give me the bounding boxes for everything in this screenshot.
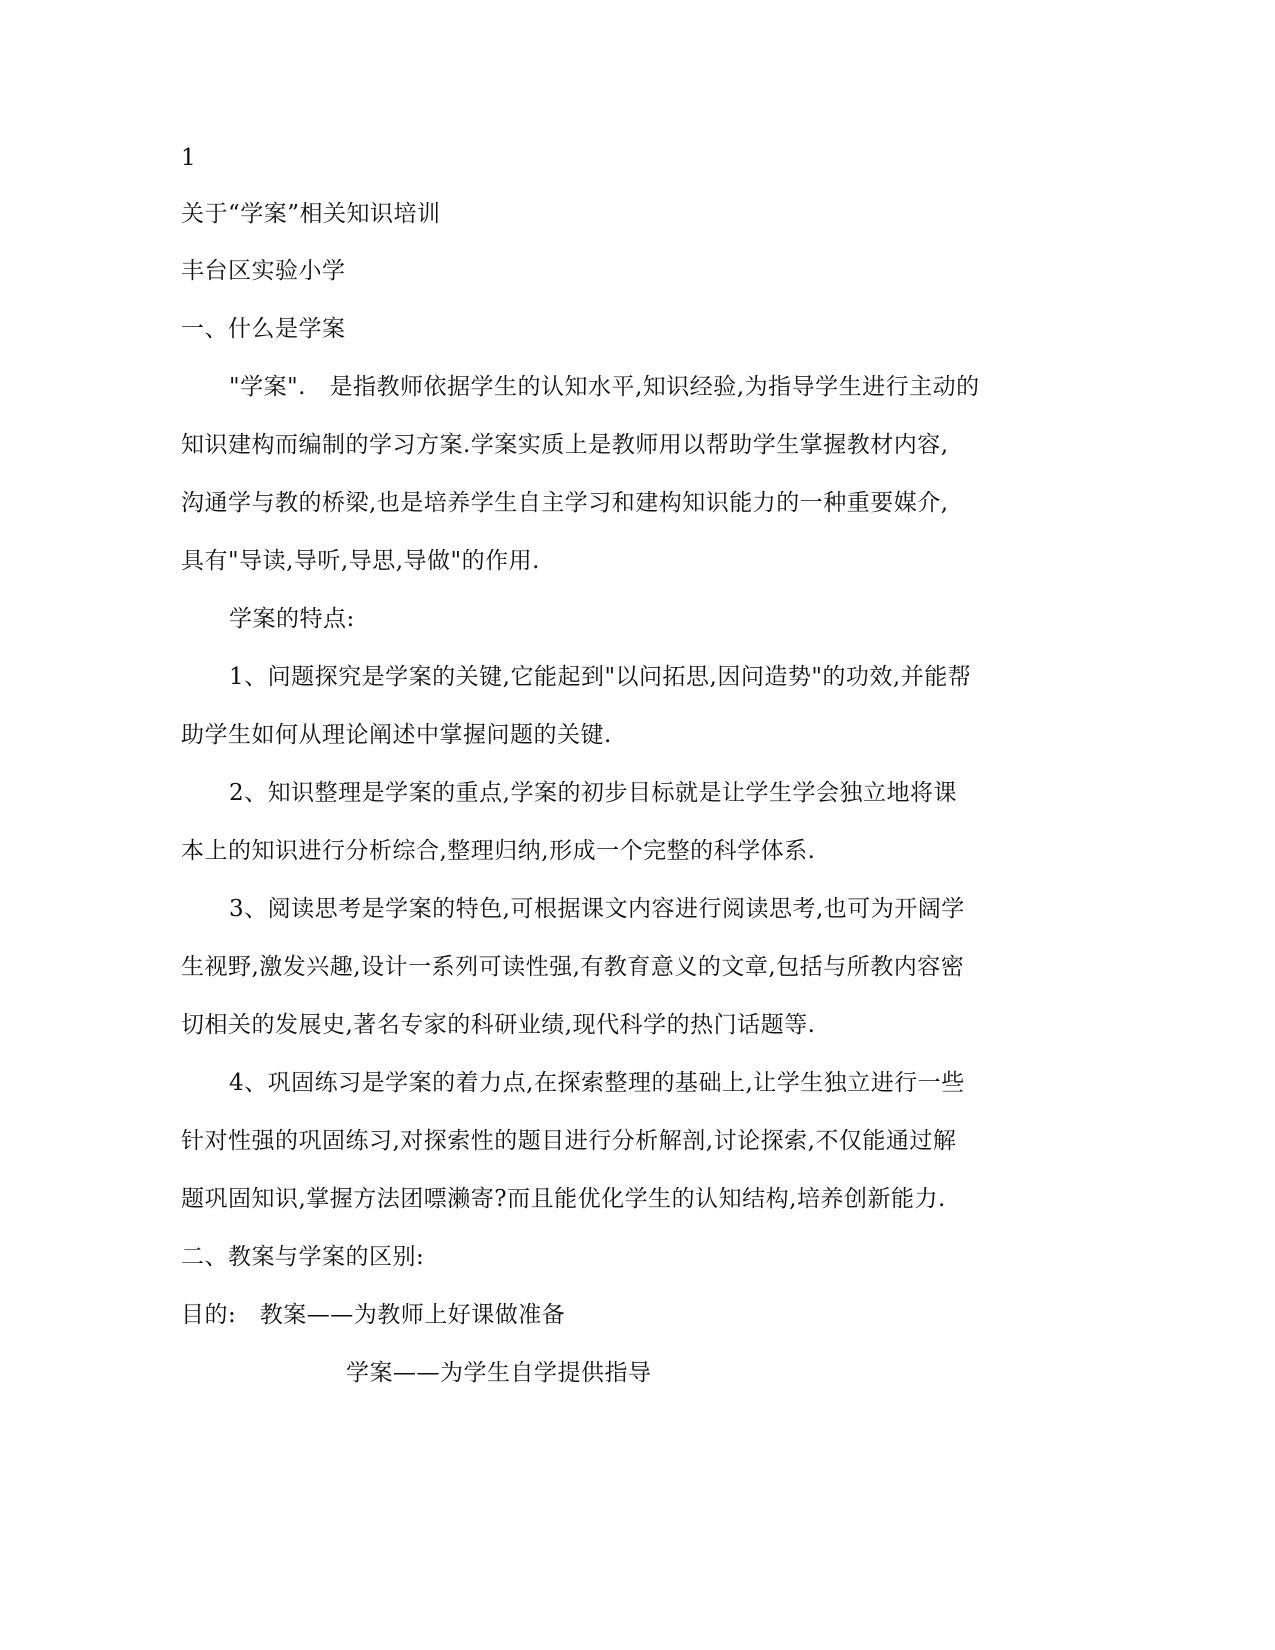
feature-4-line: 针对性强的巩固练习,对探索性的题目进行分析解剖,讨论探索,不仅能通过解 bbox=[181, 1128, 957, 1154]
section-heading-what-is: 一、什么是学案 bbox=[181, 316, 346, 342]
section-heading-difference: 二、教案与学案的区别: bbox=[181, 1244, 425, 1270]
purpose-line: 目的: 教案——为教师上好课做准备 bbox=[181, 1302, 566, 1328]
purpose-line: 学案——为学生自学提供指导 bbox=[346, 1360, 652, 1386]
feature-1-line: 助学生如何从理论阐述中掌握问题的关键. bbox=[181, 722, 612, 748]
school-name: 丰台区实验小学 bbox=[181, 258, 346, 284]
feature-4-line: 4、巩固练习是学案的着力点,在探索整理的基础上,让学生独立进行一些 bbox=[229, 1070, 965, 1096]
feature-3-line: 3、阅读思考是学案的特色,可根据课文内容进行阅读思考,也可为开阔学 bbox=[229, 896, 965, 922]
feature-3-line: 切相关的发展史,著名专家的科研业绩,现代科学的热门话题等. bbox=[181, 1012, 816, 1038]
definition-line: "学案". 是指教师依据学生的认知水平,知识经验,为指导学生进行主动的 bbox=[229, 374, 980, 400]
features-heading: 学案的特点: bbox=[229, 606, 355, 632]
feature-2-line: 2、知识整理是学案的重点,学案的初步目标就是让学生学会独立地将课 bbox=[229, 780, 957, 806]
feature-2-line: 本上的知识进行分析综合,整理归纳,形成一个完整的科学体系. bbox=[181, 838, 816, 864]
page-number: 1 bbox=[181, 145, 197, 171]
definition-line: 具有"导读,导听,导思,导做"的作用. bbox=[181, 548, 540, 574]
definition-line: 沟通学与教的桥梁,也是培养学生自主学习和建构知识能力的一种重要媒介, bbox=[181, 490, 949, 516]
definition-line: 知识建构而编制的学习方案.学案实质上是教师用以帮助学生掌握教材内容, bbox=[181, 432, 949, 458]
feature-3-line: 生视野,激发兴趣,设计一系列可读性强,有教育意义的文章,包括与所教内容密 bbox=[181, 954, 965, 980]
feature-4-line: 题巩固知识,掌握方法团嘌濑寄?而且能优化学生的认知结构,培养创新能力. bbox=[181, 1186, 946, 1212]
document-title: 关于“学案”相关知识培训 bbox=[181, 201, 441, 227]
feature-1-line: 1、问题探究是学案的关键,它能起到"以问拓思,因问造势"的功效,并能帮 bbox=[229, 664, 972, 690]
